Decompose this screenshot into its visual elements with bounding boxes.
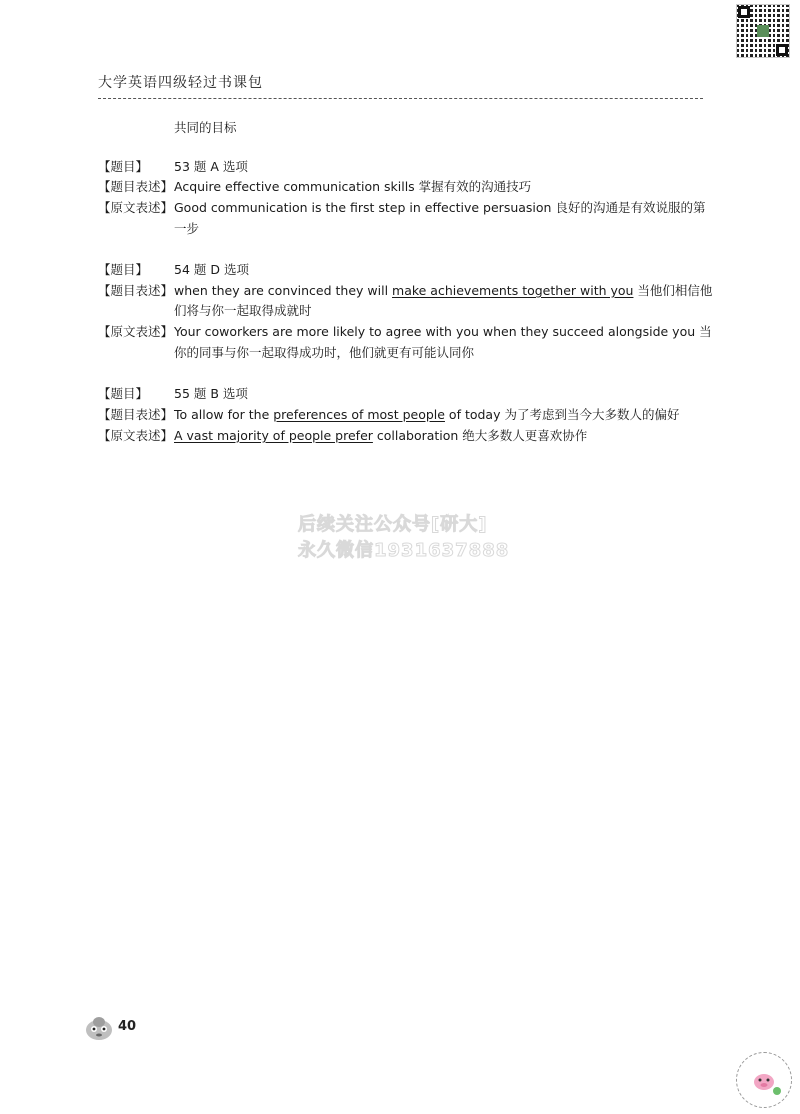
q55-original-row: [98, 426, 587, 446]
q54-statement-pre: when they are convinced they will: [174, 283, 393, 298]
watermark-line1: 后续关注公众号[研大]: [298, 514, 488, 535]
q54-original-text: Your coworkers are more likely to agree with you when they succeed alongside you 当: [174, 324, 712, 339]
q54-statement-underlined: make achievements together with you: [392, 283, 634, 298]
q54-title-row: [98, 260, 249, 280]
q53-original-label: 【原文表述】: [98, 200, 174, 215]
page-number: 40: [118, 1019, 137, 1034]
q53-statement-row: [98, 177, 531, 197]
q54-statement-label: 【题目表述】: [98, 283, 174, 298]
watermark-line2: 永久微信1931637888: [298, 540, 510, 561]
q53-title-label: 【题目】: [98, 159, 149, 174]
q54-statement-continuation: 们将与你一起取得成就时: [174, 303, 312, 318]
q55-statement-post: of today 为了考虑到当今大多数人的偏好: [444, 407, 680, 422]
q53-title-row: [98, 157, 248, 177]
intro-line: 共同的目标: [174, 120, 237, 135]
q53-original-continuation: 一步: [174, 221, 200, 236]
qr-code-icon: [736, 4, 790, 58]
q54-title-label: 【题目】: [98, 262, 149, 277]
q53-title-text: 53 题 A 选项: [174, 159, 248, 174]
q55-statement-label: 【题目表述】: [98, 407, 174, 422]
running-head: 大学英语四级轻过书课包: [98, 75, 263, 91]
q55-statement-row: [98, 405, 679, 425]
q55-statement-pre: To allow for the: [174, 407, 274, 422]
q53-statement-text: Acquire effective communication skills 掌握有效的沟通技巧: [174, 179, 532, 194]
q54-statement-post: 当他们相信他: [633, 283, 713, 298]
mascot-icon: [84, 1014, 114, 1042]
q55-original-label: 【原文表述】: [98, 428, 174, 443]
q53-statement-label: 【题目表述】: [98, 179, 174, 194]
q53-original-row: [98, 198, 705, 218]
q55-original-post: collaboration 绝大多数人更喜欢协作: [372, 428, 588, 443]
q55-title-row: [98, 384, 248, 404]
q55-title-text: 55 题 B 选项: [174, 386, 248, 401]
header-divider: [98, 98, 703, 99]
q54-original-continuation: 你的同事与你一起取得成功时，他们就更有可能认同你: [174, 345, 475, 360]
q54-title-text: 54 题 D 选项: [174, 262, 249, 277]
q54-statement-row: [98, 281, 712, 301]
q54-original-label: 【原文表述】: [98, 324, 174, 339]
q53-original-text: Good communication is the first step in effective persuasion 良好的沟通是有效说服的第: [174, 200, 706, 215]
q55-title-label: 【题目】: [98, 386, 149, 401]
q55-original-underlined: A vast majority of people prefer: [174, 428, 373, 443]
q54-original-row: [98, 322, 712, 342]
pig-badge-icon: [736, 1052, 792, 1108]
watermark: [298, 512, 518, 564]
q55-statement-underlined: preferences of most people: [273, 407, 445, 422]
